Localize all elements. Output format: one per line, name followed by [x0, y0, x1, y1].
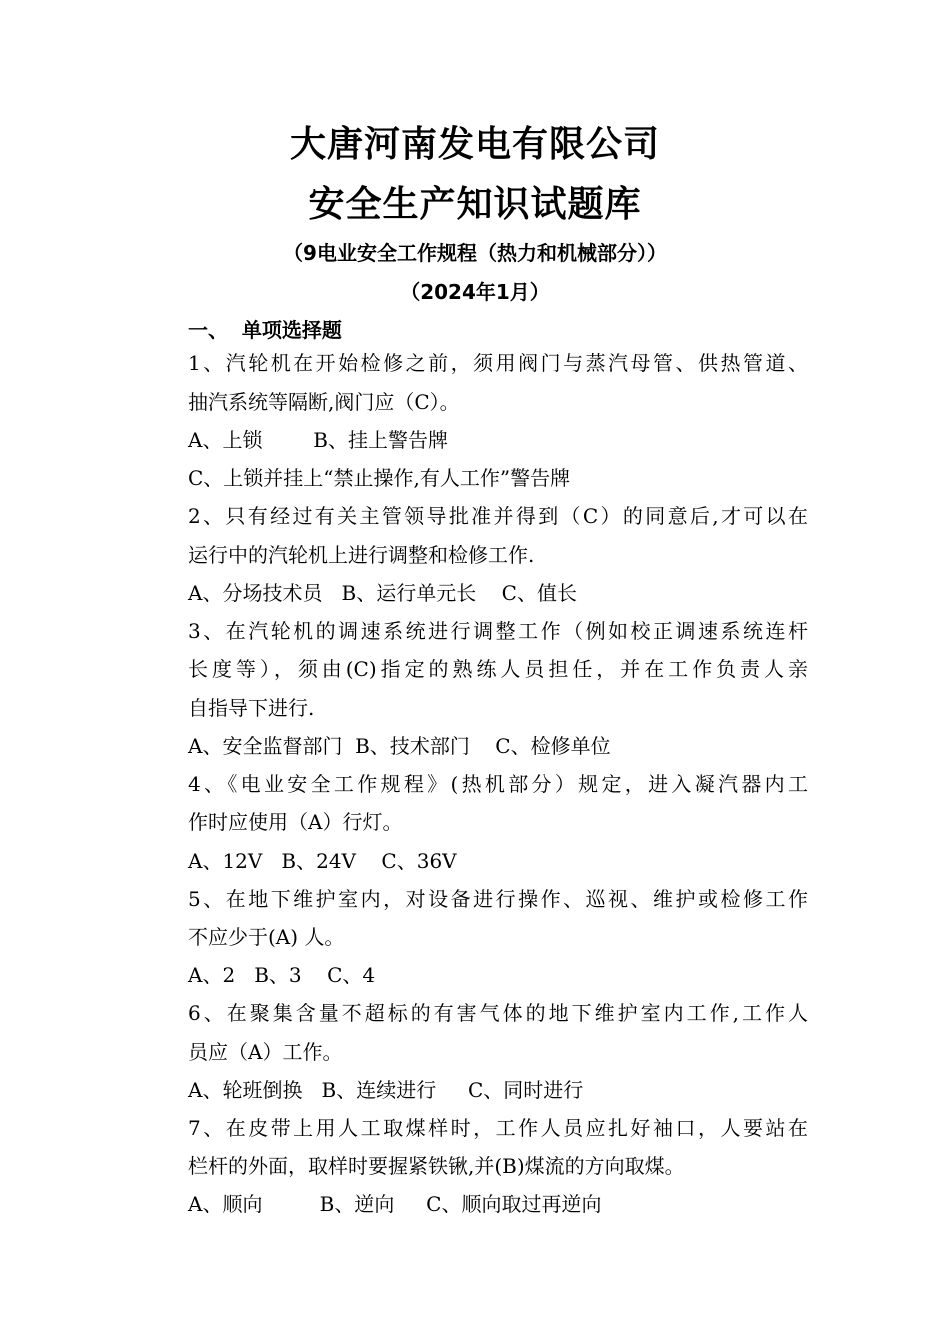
question-line: 抽汽系统等隔断,阀门应（C）。: [188, 390, 460, 414]
question-line: 6、在聚集含量不超标的有害气体的地下维护室内工作,工作人: [188, 1001, 808, 1025]
question-line: 1、汽轮机在开始检修之前，须用阀门与蒸汽母管、供热管道、: [188, 351, 808, 375]
company-title: 大唐河南发电有限公司: [289, 124, 660, 165]
option-line: A、上锁 B、挂上警告牌: [188, 428, 448, 452]
option-line: A、分场技术员 B、运行单元长 C、值长: [188, 581, 577, 605]
question-line: 2、只有经过有关主管领导批准并得到（C）的同意后,才可以在: [188, 504, 808, 528]
question-line: 运行中的汽轮机上进行调整和检修工作.: [188, 543, 535, 567]
document-subtitle: （9电业安全工作规程（热力和机械部分））: [283, 241, 667, 265]
question-line: 长度等），须由(C)指定的熟练人员担任，并在工作负责人亲: [188, 657, 808, 681]
document-date: （2024年1月）: [400, 280, 550, 304]
question-line: 7、在皮带上用人工取煤样时，工作人员应扎好袖口，人要站在: [188, 1116, 808, 1140]
option-line: A、轮班倒换 B、连续进行 C、同时进行: [188, 1078, 584, 1102]
option-line: A、安全监督部门 B、技术部门 C、检修单位: [188, 734, 611, 758]
question-line: 不应少于(A) 人。: [188, 925, 345, 949]
option-line: C、上锁并挂上“禁止操作,有人工作”警告牌: [188, 466, 571, 490]
question-line: 作时应使用（A）行灯。: [188, 810, 403, 834]
option-line: A、顺向 B、逆向 C、顺向取过再逆向: [188, 1192, 602, 1216]
section-heading: 一、 单项选择题: [188, 318, 342, 342]
question-line: 自指导下进行.: [188, 696, 315, 720]
question-line: 5、在地下维护室内，对设备进行操作、巡视、维护或检修工作: [188, 887, 808, 911]
question-line: 员应（A）工作。: [188, 1040, 343, 1064]
option-line: A、12V B、24V C、36V: [188, 849, 457, 873]
document-title: 安全生产知识试题库: [308, 184, 642, 225]
question-line: 4、《电业安全工作规程》(热机部分）规定，进入凝汽器内工: [188, 772, 808, 796]
question-line: 栏杆的外面，取样时要握紧铁锹,并(B)煤流的方向取煤。: [188, 1154, 685, 1178]
question-line: 3、在汽轮机的调速系统进行调整工作（例如校正调速系统连杆: [188, 619, 808, 643]
option-line: A、2 B、3 C、4: [188, 963, 376, 987]
